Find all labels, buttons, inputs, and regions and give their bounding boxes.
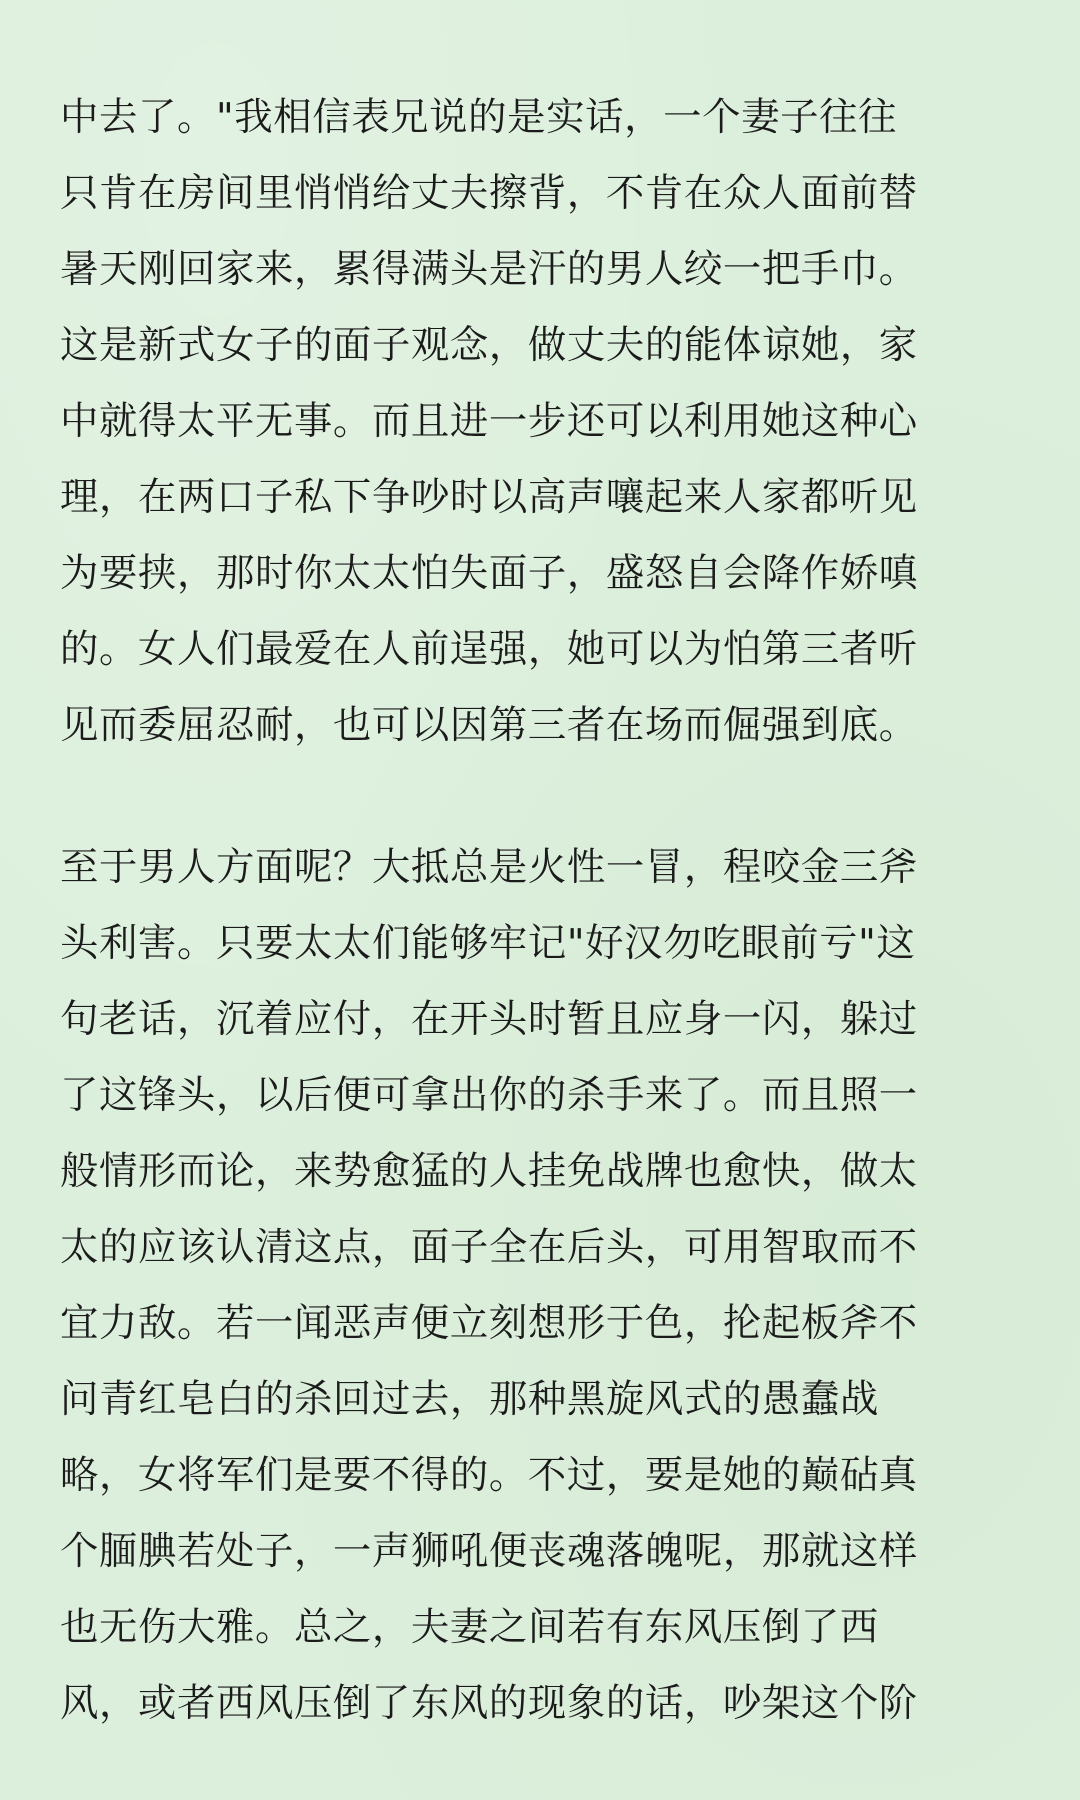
text-line: 般情形而论，来势愈猛的人挂免战牌也愈快，做太 bbox=[60, 1149, 918, 1194]
text-line: 的。女人们最爱在人前逞强，她可以为怕第三者听 bbox=[60, 627, 918, 672]
text-line: 宜力敌。若一闻恶声便立刻想形于色，抡起板斧不 bbox=[60, 1301, 918, 1346]
text-line: 略，女将军们是要不得的。不过，要是她的巅砧真 bbox=[60, 1453, 918, 1498]
paragraph-1 bbox=[60, 80, 1020, 764]
text-line: 暑天刚回家来，累得满头是汗的男人绞一把手巾。 bbox=[60, 247, 918, 292]
text-line: 只肯在房间里悄悄给丈夫擦背，不肯在众人面前替 bbox=[60, 171, 918, 216]
text-line: 这是新式女子的面子观念，做丈夫的能体谅她，家 bbox=[60, 323, 918, 368]
reader-text-area[interactable] bbox=[60, 80, 1020, 1742]
text-line: 问青红皂白的杀回过去，那种黑旋风式的愚蠢战 bbox=[60, 1377, 879, 1422]
text-line: 为要挟，那时你太太怕失面子，盛怒自会降作娇嗔 bbox=[60, 551, 918, 596]
text-line: 中就得太平无事。而且进一步还可以利用她这种心 bbox=[60, 399, 918, 444]
text-line: 头利害。只要太太们能够牢记"好汉勿吃眼前亏"这 bbox=[60, 921, 916, 966]
text-line: 风，或者西风压倒了东风的现象的话，吵架这个阶 bbox=[60, 1681, 918, 1726]
text-line: 太的应该认清这点，面子全在后头，可用智取而不 bbox=[60, 1225, 918, 1270]
text-line: 中去了。"我相信表兄说的是实话，一个妻子往往 bbox=[60, 95, 898, 140]
text-line: 个腼腆若处子，一声狮吼便丧魂落魄呢，那就这样 bbox=[60, 1529, 918, 1574]
text-line: 了这锋头，以后便可拿出你的杀手来了。而且照一 bbox=[60, 1073, 918, 1118]
text-line: 见而委屈忍耐，也可以因第三者在场而倔强到底。 bbox=[60, 703, 918, 748]
paragraph-gap bbox=[60, 764, 1020, 830]
text-line: 也无伤大雅。总之，夫妻之间若有东风压倒了西 bbox=[60, 1605, 879, 1650]
text-line: 句老话，沉着应付，在开头时暂且应身一闪，躲过 bbox=[60, 997, 918, 1042]
text-line: 至于男人方面呢？大抵总是火性一冒，程咬金三斧 bbox=[60, 845, 918, 890]
paragraph-2 bbox=[60, 830, 1020, 1742]
text-line: 理，在两口子私下争吵时以高声嚷起来人家都听见 bbox=[60, 475, 918, 520]
